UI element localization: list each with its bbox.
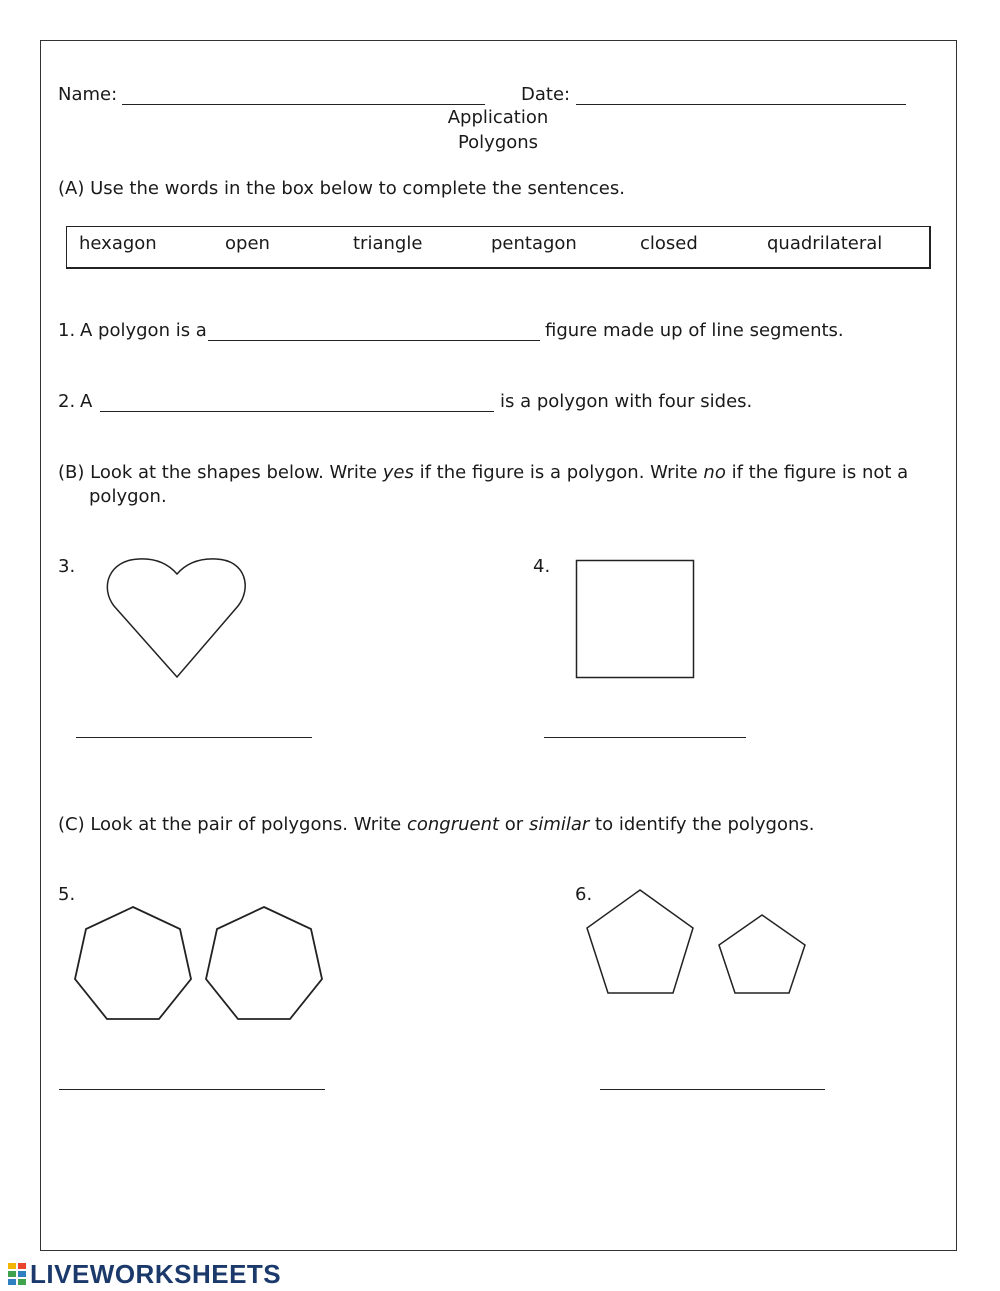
section-a-instruction: (A) Use the words in the box below to complete the sentences. xyxy=(58,178,625,199)
question-6-answer-line[interactable] xyxy=(600,1089,825,1090)
liveworksheets-logo xyxy=(8,1260,281,1288)
section-b-instruction xyxy=(58,462,908,484)
section-c-instruction xyxy=(58,814,815,836)
heart-shape xyxy=(104,552,248,682)
name-answer-line[interactable] xyxy=(122,104,485,105)
worksheet-subtitle: Application xyxy=(447,107,549,128)
section-b-instruction-part3: if the figure is not a xyxy=(731,462,909,483)
section-c-instruction-part2: to identify the polygons. xyxy=(595,814,815,835)
question-1-text-after: figure made up of line segments. xyxy=(545,320,844,341)
word-bank-item: quadrilateral xyxy=(767,233,883,254)
question-5-answer-line[interactable] xyxy=(59,1089,325,1090)
question-2-text-before: A xyxy=(80,391,93,412)
question-2-answer-line[interactable] xyxy=(100,411,494,412)
word-bank-item: hexagon xyxy=(79,233,157,254)
section-b-instruction-line2: polygon. xyxy=(89,486,167,507)
heptagon-left xyxy=(75,907,191,1019)
section-c-congruent-word: congruent xyxy=(406,814,500,835)
question-3-answer-line[interactable] xyxy=(76,737,312,738)
logo-text: LIVEWORKSHEETS xyxy=(30,1258,282,1289)
question-4-number: 4. xyxy=(533,556,551,577)
date-answer-line[interactable] xyxy=(576,104,906,105)
section-b-no-word: no xyxy=(703,462,726,483)
question-1-answer-line[interactable] xyxy=(208,340,540,341)
section-c-or-word: or xyxy=(504,814,524,835)
pentagon-pair xyxy=(584,887,810,999)
question-5-number: 5. xyxy=(58,884,76,905)
question-4-answer-line[interactable] xyxy=(544,737,746,738)
word-bank-item: open xyxy=(225,233,270,254)
section-c-similar-word: similar xyxy=(528,814,590,835)
pentagon-small xyxy=(719,915,805,993)
word-bank-item: closed xyxy=(640,233,698,254)
question-1-text-before: A polygon is a xyxy=(80,320,207,341)
name-label: Name: xyxy=(58,84,118,105)
square-shape xyxy=(575,559,696,679)
date-label: Date: xyxy=(521,84,571,105)
word-bank-item: pentagon xyxy=(491,233,577,254)
section-b-instruction-part1: (B) Look at the shapes below. Write xyxy=(58,462,378,483)
section-c-instruction-part1: (C) Look at the pair of polygons. Write xyxy=(58,814,402,835)
question-6-number: 6. xyxy=(575,884,593,905)
question-3-number: 3. xyxy=(58,556,76,577)
question-2-number: 2. xyxy=(58,391,76,412)
heptagon-right xyxy=(206,907,322,1019)
worksheet-title: Polygons xyxy=(457,132,539,153)
section-b-yes-word: yes xyxy=(382,462,414,483)
question-1-number: 1. xyxy=(58,320,76,341)
question-2-text-after: is a polygon with four sides. xyxy=(500,391,753,412)
logo-icon xyxy=(8,1262,28,1286)
section-b-instruction-part2: if the figure is a polygon. Write xyxy=(419,462,698,483)
pentagon-large xyxy=(587,890,693,993)
word-bank-item: triangle xyxy=(353,233,423,254)
heptagon-pair xyxy=(70,903,330,1025)
